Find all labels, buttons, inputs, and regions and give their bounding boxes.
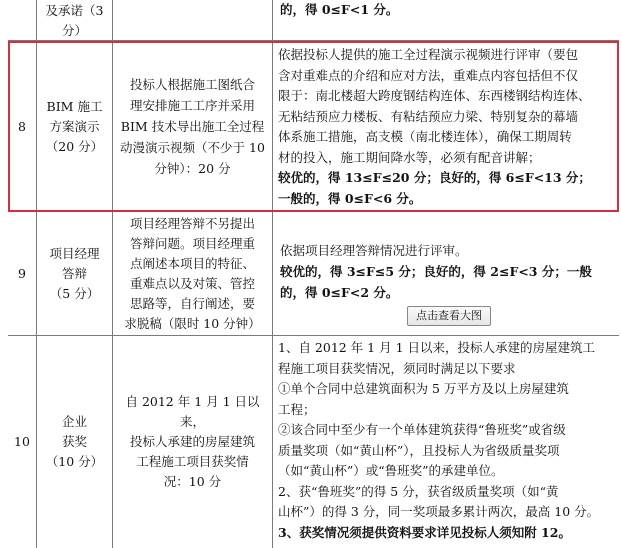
item-line-3: （10 分） (45, 454, 104, 469)
content-line-5: 思路等，自行阐述，要 (129, 296, 255, 311)
row-number-cell (8, 212, 36, 336)
scoring-line-9: 山杯”）的得 3 分，同一奖项最多累计两次，最高 10 分。 (278, 504, 600, 519)
scoring-line-5: 体系施工措施，高支模（南北楼连体），确保工期周转 (278, 129, 572, 144)
content-line-2: 投标人承建的房屋建筑 (129, 434, 255, 449)
content-line-5: 分钟）：20 分 (154, 161, 231, 176)
item-line-1: 企业 (61, 414, 87, 429)
scoring-grade-line-2: 一般的，得 0≤F<6 分。 (278, 190, 422, 206)
top-scoring-cell (280, 0, 616, 20)
scoring-cell (280, 240, 618, 326)
content-line-2: 理安排施工工序并采用 (129, 98, 255, 113)
item-line-1: 项目经理 (49, 246, 100, 261)
scoring-grade-line-1: 较优的，得 3≤F≤5 分；良好的，得 2≤F<3 分；一般 (280, 264, 592, 279)
table-row-10 (8, 336, 619, 548)
content-line-6: 求脱稿（限时 10 分钟） (124, 316, 261, 331)
content-line-3: 工程施工项目获奖情 (136, 454, 249, 469)
content-line-4: 况：10 分 (163, 474, 222, 489)
content-cell (113, 336, 272, 548)
table-row-top (8, 0, 619, 41)
scoring-grade-line-2: 的，得 0≤F<2 分。 (280, 285, 399, 300)
scoring-line-6: 质量奖项（如“黄山杯”），且投标人为省级质量奖项 (278, 442, 560, 458)
scoring-line-3: ①单个合同中总建筑面积为 5 万平方及以上房屋建筑 (278, 381, 569, 396)
top-criteria-line-2: 分） (61, 22, 87, 38)
content-line-4: 重难点以及对策、管控 (129, 276, 255, 291)
item-line-2: 获奖 (61, 434, 87, 449)
content-line-3: BIM 技术导出施工全过程 (120, 119, 265, 134)
scoring-line-4: 无粘结预应力楼板、有粘结预应力梁、特别复杂的幕墙 (278, 108, 579, 124)
scoring-cell (278, 45, 618, 209)
content-line-1: 自 2012 年 1 月 1 日以来， (125, 394, 260, 429)
item-cell (37, 336, 112, 548)
content-cell (113, 212, 272, 336)
scoring-line-7: （如“黄山杯”）或“鲁班奖”的承建单位。 (278, 463, 504, 478)
item-line-3: （5 分） (49, 286, 100, 301)
content-line-1: 投标人根据施工图纸合 (129, 77, 255, 92)
button-wrap (280, 303, 618, 326)
content-line-1: 项目经理答辩不另提出 (129, 216, 255, 231)
item-line-2: 答辩 (61, 266, 87, 281)
content-cell (113, 41, 272, 212)
scoring-line-2: 程施工项目获奖情况，须同时满足以下要求 (278, 360, 516, 376)
scoring-line-1: 依据项目经理答辩情况进行评审。 (280, 243, 468, 258)
row-number-cell (8, 41, 36, 212)
row-number: 10 (14, 434, 30, 449)
item-line-1: BIM 施工 (46, 98, 103, 114)
scoring-line-8: 2、获“鲁班奖”的得 5 分，获省级质量奖项（如“黄 (278, 483, 559, 499)
top-criteria-line-1: 及承诺（3 (45, 2, 104, 18)
table-row-8 (8, 41, 619, 212)
content-line-4: 动漫演示视频（不少于 10 (120, 140, 265, 155)
item-cell (37, 212, 112, 336)
content-line-3: 点阐述本项目的特征、 (129, 256, 255, 271)
scoring-line-1: 1、自 2012 年 1 月 1 日以来，投标人承建的房屋建筑工 (278, 340, 596, 355)
view-large-image-button[interactable]: 点击查看大图 (407, 306, 491, 326)
item-line-2: 方案演示 (49, 118, 100, 134)
scoring-line-3: 限于：南北楼超大跨度钢结构连体、东西楼钢结构连体、 (278, 88, 591, 103)
scoring-line-2: 含对重难点的介绍和应对方法，重难点内容包括但不仅 (278, 67, 579, 83)
item-cell (37, 41, 112, 212)
scoring-cell (278, 338, 618, 543)
row-number: 8 (18, 118, 26, 134)
table-row-9 (8, 212, 619, 336)
scoring-line-1: 依据投标人提供的施工全过程演示视频进行评审（要包 (278, 47, 579, 62)
scoring-note-line: 3、获奖情况须提供资料要求详见投标人须知附 12。 (278, 524, 571, 540)
row-number: 9 (18, 266, 26, 281)
scoring-line-4: 工程； (278, 401, 316, 417)
scoring-line-6: 材的投入，施工期间降水等，必须有配音讲解； (278, 149, 541, 165)
top-scoring-text: 的，得 0≤F<1 分。 (280, 2, 399, 17)
top-criteria-cell (37, 0, 112, 41)
scoring-grade-line-1: 较优的，得 13≤F≤20 分；良好的，得 6≤F<13 分； (278, 170, 591, 185)
item-line-3: （20 分） (45, 138, 104, 154)
row-number-cell (8, 336, 36, 548)
content-line-2: 答辩问题。项目经理重 (129, 236, 255, 251)
scoring-line-5: ②该合同中至少有一个单体建筑获得“鲁班奖”或省级 (278, 422, 566, 437)
